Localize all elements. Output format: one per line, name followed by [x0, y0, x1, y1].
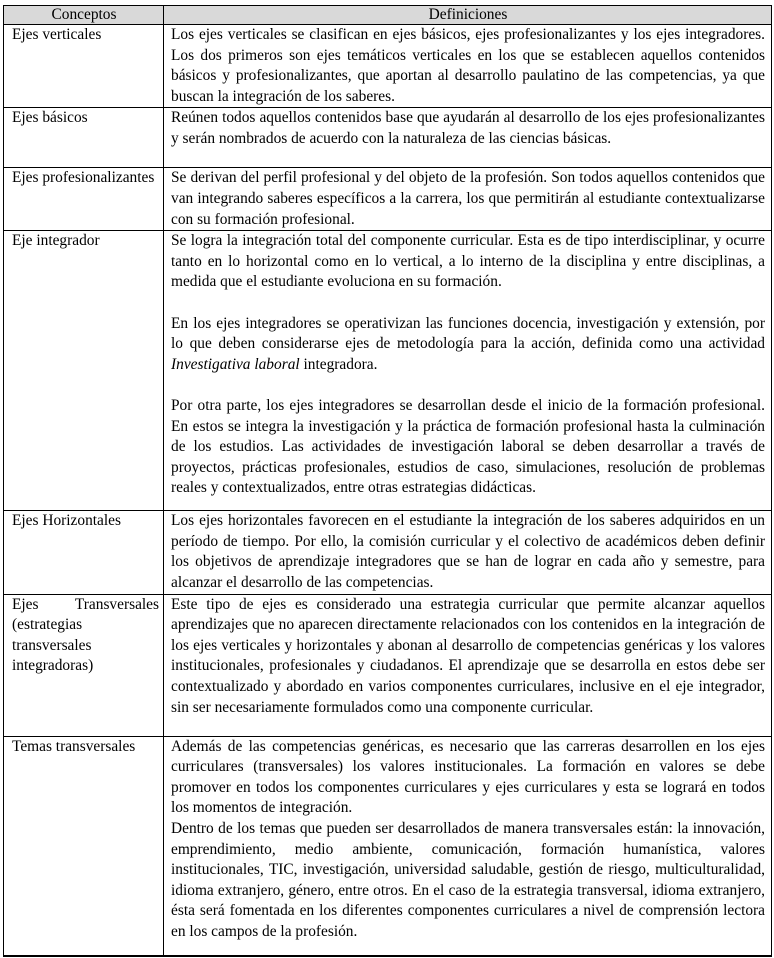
- concept-cell: Ejes básicos: [4, 108, 164, 168]
- definition-paragraph: Los ejes verticales se clasifican en ejes básicos, ejes profesionalizantes y los ejes integradores. Los dos primeros son ejes temáticos verticales en los que se establecen aquellos contenidos básicos y profesionalizantes, que aportan al desarrollo paulatino de las competencias, ya que buscan la integración de los saberes.: [171, 26, 765, 105]
- table-row: [4, 168, 772, 231]
- header-conceptos: Conceptos: [4, 6, 164, 25]
- paragraph-text: En los ejes integradores se operativizan las funciones docencia, investigación y extensión, por lo que deben considerarse ejes de metodología para la acción, definida como una actividad: [171, 314, 765, 353]
- table-row: [4, 108, 772, 168]
- definition-cell: [164, 168, 772, 231]
- definition-paragraph: Se derivan del perfil profesional y del objeto de la profesión. Son todos aquellos contenidos que van integrando saberes específicos a la carrera, los que permitirán al estudiante contextualizarse con su formación profesional.: [171, 169, 765, 228]
- concept-cell: Ejes profesionalizantes: [4, 168, 164, 231]
- concepts-definitions-table: [3, 5, 772, 957]
- definition-paragraph: Este tipo de ejes es considerado una estrategia curricular que permite alcanzar aquellos aprendizajes que no aparecen directamente relacionados con los contenidos en la integración de los ejes verticales y horizontales y abonan al desarrollo de competencias genéricas y los valores institucionales, profesionales y ciudadanos. El aprendizaje que se desarrolla en estos debe ser contextualizado y abordado en varios componentes curriculares, inclusive en el eje integrador, sin ser necesariamente formulados como una componente curricular.: [171, 595, 765, 716]
- table-header-row: [4, 6, 772, 25]
- definition-cell: [164, 25, 772, 108]
- concept-cell: Temas transversales: [4, 736, 164, 956]
- definition-cell: [164, 736, 772, 956]
- definition-paragraph: Por otra parte, los ejes integradores se desarrollan desde el inicio de la formación profesional. En estos se integra la investigación y la práctica de formación profesional hasta la culminación de los estudios. Las actividades de investigación laboral se deben desarrollar a través de proyectos, prácticas profesionales, estudios de caso, simulaciones, resolución de problemas reales y contextualizados, entre otras estrategias didácticas.: [171, 396, 765, 497]
- concept-cell: Ejes Transversales (estrategias transversales integradoras): [4, 594, 164, 736]
- table-row: [4, 25, 772, 108]
- table-row: [4, 594, 772, 736]
- concept-cell: Eje integrador: [4, 231, 164, 511]
- header-definiciones: Definiciones: [164, 6, 772, 25]
- concept-cell: Ejes verticales: [4, 25, 164, 108]
- concept-cell: Ejes Horizontales: [4, 511, 164, 594]
- definition-paragraph: Reúnen todos aquellos contenidos base que ayudarán al desarrollo de los ejes profesionalizantes y serán nombrados de acuerdo con la naturaleza de las ciencias básicas.: [171, 109, 765, 147]
- definition-cell: [164, 511, 772, 594]
- table-row: [4, 736, 772, 956]
- table-row: [4, 511, 772, 594]
- definition-paragraph: [171, 314, 765, 376]
- paragraph-text: integradora.: [299, 355, 378, 373]
- definition-paragraph: Además de las competencias genéricas, es necesario que las carreras desarrollen en los ejes curriculares (transversales) los valores institucionales. La formación en valores se debe promover en todos los componentes curriculares y ejes curriculares y esta se logrará en todos los momentos de integración.: [171, 737, 765, 817]
- definition-cell: [164, 594, 772, 736]
- definition-paragraph: Los ejes horizontales favorecen en el estudiante la integración de los saberes adquiridos en un período de tiempo. Por ello, la comisión curricular y el colectivo de académicos deben definir los objetivos de aprendizaje integradores que se han de lograr en cada año y semestre, para alcanzar el desarrollo de las competencias.: [171, 512, 765, 591]
- definition-cell: [164, 108, 772, 168]
- italic-term: Investigativa laboral: [171, 355, 300, 373]
- definition-paragraph: Se logra la integración total del componente curricular. Esta es de tipo interdisciplinar, y ocurre tanto en lo horizontal como en lo vertical, a lo interno de la disciplina y entre disciplinas, a medida que el estudiante evoluciona en su formación.: [171, 232, 765, 291]
- table-row: [4, 231, 772, 511]
- definition-paragraph: Dentro de los temas que pueden ser desarrollados de manera transversales están: la innovación, emprendimiento, medio ambiente, comunicación, formación humanística, valores institucionales, TIC, investigación, universidad saludable, gestión de riesgo, multiculturalidad, idioma extranjero, género, entre otros. En el caso de la estrategia transversal, idioma extranjero, ésta será fomentada en los diferentes componentes curriculares a nivel de comprensión lectora en los campos de la profesión.: [171, 819, 765, 940]
- definition-cell: [164, 231, 772, 511]
